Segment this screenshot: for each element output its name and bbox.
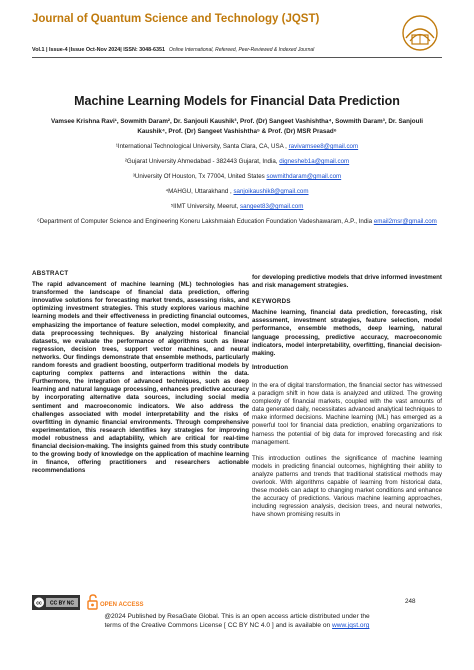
introduction-heading: Introduction — [252, 363, 289, 371]
keywords-body: Machine learning, financial data prediction, forecasting, risk assessment, investment strategies, feature selection, model performance, ensemble methods, deep learning, natural language processing, predictive accuracy, macroeconomic indicators, model interpretability, overfitting, financial decision-making. — [252, 309, 442, 357]
footer-line-1: @2024 Published by ResaGate Global. This is an open access article distributed under the — [104, 613, 370, 620]
paper-title: Machine Learning Models for Financial Data Prediction — [74, 94, 400, 108]
cc-license-badge-icon — [32, 595, 80, 610]
email-link[interactable]: ravivamsee8@gmail.com — [288, 143, 359, 150]
right-column — [252, 274, 442, 527]
journal-logo-icon — [398, 14, 442, 52]
affiliations — [32, 143, 442, 233]
cc-label-fragment: cc — [36, 600, 42, 607]
open-access-logo-icon — [85, 593, 145, 611]
abstract-heading: ABSTRACT — [32, 270, 69, 277]
left-column — [32, 270, 249, 475]
affiliation-3: ³University Of Houston, Tx 77004, United States sowmithdaram@gmail.com — [132, 173, 342, 180]
affiliation-1: ¹International Technological University, Santa Clara, CA, USA , ravivamsee8@gmail.com — [115, 143, 359, 150]
intro-paragraph-2: This introduction outlines the significance of machine learning models in predicting financial outcomes, highlighting their ability to analyze patterns and trends that traditional statistical methods may overlook. With algorithms capable of learning from historical data, these models can adapt to changing market conditions and enhance the accuracy of predictions. Various machine learning approaches, including regression analysis, decision trees, and neural networks, have shown promising results in — [252, 454, 442, 519]
cc-badge-label: CC BY NC — [49, 600, 75, 607]
affiliation-5: ⁵IIMT University, Meerut, sangeet83@gmail.com — [170, 203, 304, 210]
header-divider — [32, 57, 442, 58]
affiliation-6: ⁶Department of Computer Science and Engineering Koneru Lakshmaiah Education Foundation Vadeshawaram, A.P., India email2msr@gmail.com — [37, 218, 437, 225]
email-link[interactable]: email2msr@gmail.com — [373, 218, 437, 225]
footer-line-2: terms of the Creative Commons License [ CC BY NC 4.0 ] and is available on www.jqst.org — [104, 622, 370, 629]
journal-description: Online International, Refereed, Peer-Reviewed & Indexed Journal — [168, 47, 315, 53]
footer-license-text — [32, 612, 442, 630]
keywords-heading: KEYWORDS — [252, 298, 291, 306]
email-link[interactable]: sowmithdaram@gmail.com — [266, 173, 342, 180]
issue-info: Vol.1 | Issue-4 |Issue Oct-Nov 2024| ISSN: 3048-6351 — [32, 47, 165, 53]
open-access-label: OPEN ACCESS — [100, 602, 144, 608]
journal-url-link[interactable]: www.jqst.org — [332, 622, 370, 629]
email-link[interactable]: sangeet83@gmail.com — [240, 203, 304, 210]
author-list: Vamsee Krishna Ravi¹, Sowmith Daram², Dr. Sanjouli Kaushik³, Prof. (Dr) Sangeet Vashishtha⁴, Sowmith Daram³, Dr. Sanjouli Kaushik⁴, Prof. (Dr) Sangeet Vashishtha⁵ & Prof. (Dr) MSR Prasad⁶ — [51, 118, 423, 135]
email-link[interactable]: sanjoikaushik8@gmail.com — [233, 188, 309, 195]
intro-paragraph-1: In the era of digital transformation, the financial sector has witnessed a paradigm shift in how data is analyzed and utilized. The growing complexity of financial markets, coupled with the vast amounts of data generated daily, necessitates advanced analytical techniques to make informed decisions. Machine learning (ML) has emerged as a powerful tool for financial data prediction, enabling organizations to harness the potential of big data for improved forecasting and risk management. — [252, 381, 442, 446]
affiliation-2: ²Gujarat University Ahmedabad - 382443 Gujarat, India, dignesheb1a@gmail.com — [124, 158, 350, 165]
affiliation-4: ⁴MAHGU, Uttarakhand , sanjoikaushik8@gmail.com — [165, 188, 309, 195]
abstract-continuation: for developing predictive models that drive informed investment and risk management strategies. — [252, 274, 442, 290]
abstract-body: The rapid advancement of machine learning (ML) technologies has transformed the landscape of financial data prediction, offering innovative solutions for forecasting market trends, assessing risks, and optimizing investment strategies. This study explores various machine learning models and their effectiveness in predicting financial outcomes, emphasizing the importance of feature selection, model complexity, and data preprocessing techniques. By analyzing historical financial datasets, we evaluate the performance of algorithms such as linear regression, decision trees, support vector machines, and neural networks. Our findings demonstrate that ensemble methods, particularly random forests and gradient boosting, outperform traditional models by capturing complex patterns and interactions within the data. Furthermore, the integration of advanced techniques, such as deep learning and natural language processing, enhances predictive accuracy by incorporating alternative data sources, including social media sentiment and macroeconomic indicators. We also address the challenges associated with model interpretability and the risks of overfitting in dynamic financial environments. Through comprehensive experimentation, this research identifies key strategies for improving model robustness and adaptability, which are critical for real-time financial decision-making. The insights gained from this study contribute to the growing body of knowledge on the application of machine learning in finance, offering practitioners and researchers actionable recommendations — [32, 281, 249, 475]
journal-title: Journal of Quantum Science and Technology (JQST) — [32, 13, 320, 25]
page-number: 248 — [405, 598, 416, 605]
email-link[interactable]: dignesheb1a@gmail.com — [279, 158, 350, 165]
issue-line — [32, 46, 392, 54]
